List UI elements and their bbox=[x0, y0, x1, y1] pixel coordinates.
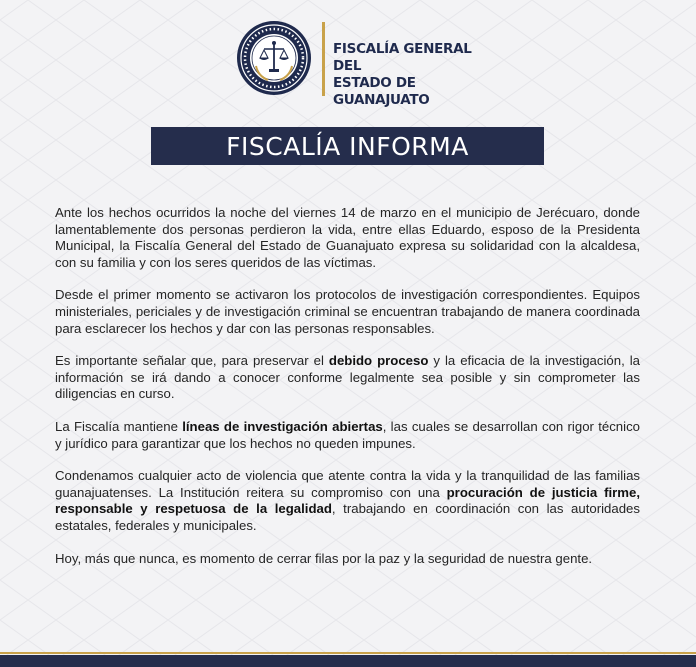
title-banner bbox=[151, 127, 544, 165]
paragraph-3-bold: debido proceso bbox=[328, 353, 429, 369]
paragraph-5-text-a: Condenamos cualquier acto de violencia que atente contra la vida y la tranquilidad de las familias guanajuatenses. La Institución reitera su compromiso con una bbox=[55, 468, 640, 500]
paragraph-1: Ante los hechos ocurridos la noche del viernes 14 de marzo en el municipio de Jerécuaro, donde lamentablemente dos personas perdieron la vida, entre ellas Eduardo, esposo de la Presidenta Municipal, la Fiscalía General del Estado de Guanajuato expresa su solidaridad con la alcaldesa, con su familia y con los seres queridos de las víctimas. bbox=[55, 205, 640, 270]
organization-name-line2: ESTADO DE GUANAJUATO bbox=[333, 75, 430, 108]
paragraph-4-bold: líneas de investigación abiertas bbox=[182, 418, 383, 434]
organization-name-line1: FISCALÍA GENERAL DEL bbox=[333, 41, 472, 74]
paragraph-3 bbox=[55, 353, 640, 403]
paragraph-4-text-c: , las cuales se desarrollan con rigor técnico y jurídico para garantizar que los hechos no queden impunes. bbox=[55, 418, 640, 451]
paragraph-5-bold: procuración de justicia firme, responsable y respetuosa de la legalidad bbox=[55, 484, 640, 517]
scales-of-justice-seal-icon bbox=[236, 20, 312, 96]
paragraph-5 bbox=[55, 468, 640, 534]
footer-bar bbox=[0, 655, 696, 667]
header bbox=[0, 14, 696, 108]
paragraph-2: Desde el primer momento se activaron los protocolos de investigación correspondientes. Equipos ministeriales, periciales y de investigación criminal se encuentran trabajando de manera coordinada para esclarecer los hechos y dar con las personas responsables. bbox=[55, 287, 640, 336]
statement-body bbox=[55, 205, 640, 583]
paragraph-4 bbox=[55, 419, 640, 452]
organization-name bbox=[333, 41, 503, 109]
paragraph-4-text-a: La Fiscalía mantiene bbox=[55, 418, 183, 434]
paragraph-3-text-c: y la eficacia de la investigación, la información se irá dando a conocer conforme legalmente sea posible y sin comprometer las diligencias en curso. bbox=[55, 353, 640, 402]
paragraph-3-text-a: Es importante señalar que, para preservar el bbox=[55, 353, 329, 369]
header-divider bbox=[322, 22, 325, 96]
page-title: FISCALÍA INFORMA bbox=[226, 131, 469, 161]
paragraph-5-text-c: , trabajando en coordinación con las autoridades estatales, federales y municipales. bbox=[55, 501, 640, 533]
footer-accent-line bbox=[0, 652, 696, 654]
paragraph-6: Hoy, más que nunca, es momento de cerrar filas por la paz y la seguridad de nuestra gente. bbox=[55, 550, 593, 566]
